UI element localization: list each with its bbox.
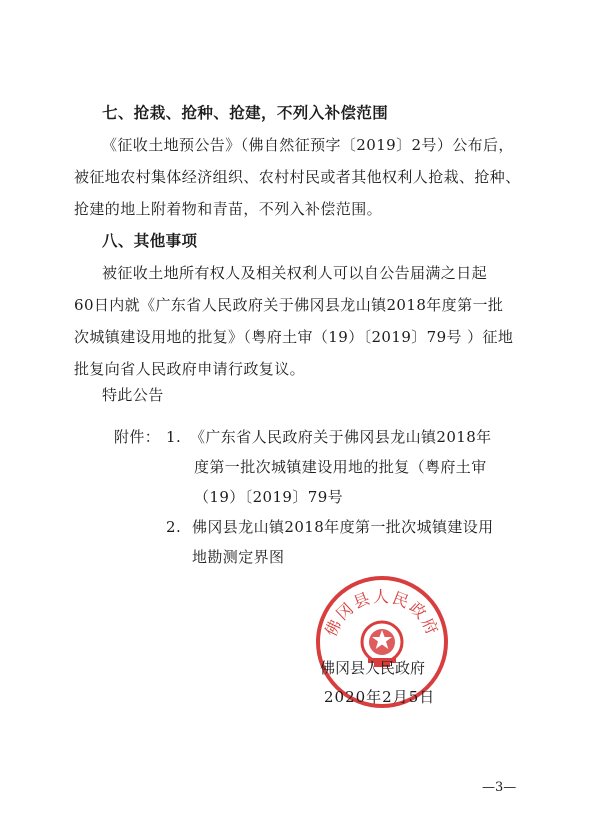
issuer-name: 佛冈县人民政府 bbox=[320, 659, 426, 677]
seal-text: 佛冈县人民政府 bbox=[321, 587, 443, 640]
section-7-heading: 七、抢栽、抢种、抢建，不列入补偿范围 bbox=[102, 103, 389, 122]
attachment-2-line-2: 地勘测定界图 bbox=[192, 548, 285, 566]
section-7-line-2: 被征地农村集体经济组织、农村村民或者其他权利人抢栽、抢种、 bbox=[74, 168, 521, 186]
attachment-2-line-1: 佛冈县龙山镇2018年度第一批次城镇建设用 bbox=[192, 518, 494, 536]
section-8-heading: 八、其他事项 bbox=[102, 231, 198, 250]
section-7-line-3: 抢建的地上附着物和青苗，不列入补偿范围。 bbox=[74, 200, 383, 218]
page-number: —3— bbox=[482, 780, 517, 795]
attachment-2-number: 2. bbox=[166, 518, 182, 536]
section-8-line-3: 次城镇建设用地的批复》（粤府土审（19）〔2019〕79号 ）征地 bbox=[74, 328, 514, 346]
attachment-1-line-1: 《广东省人民政府关于佛冈县龙山镇2018年 bbox=[190, 428, 492, 446]
attachment-1-number: 1. bbox=[166, 428, 182, 446]
attachment-1-line-2: 度第一批次城镇建设用地的批复（粤府土审 bbox=[194, 458, 487, 476]
section-7-line-1: 《征收土地预公告》（佛自然征预字〔2019〕2号）公布后， bbox=[102, 136, 514, 154]
section-8-line-1: 被征收土地所有权人及相关权利人可以自公告届满之日起 bbox=[102, 264, 488, 282]
section-8-line-4: 批复向省人民政府申请行政复议。 bbox=[74, 360, 306, 378]
issue-date: 2020年2月5日 bbox=[324, 688, 436, 706]
attachments-label: 附件： bbox=[114, 428, 161, 446]
section-8-line-2: 60日内就《广东省人民政府关于佛冈县龙山镇2018年度第一批 bbox=[74, 296, 504, 314]
closing-statement: 特此公告 bbox=[102, 386, 164, 404]
attachment-1-line-3: （19）〔2019〕79号 bbox=[194, 488, 344, 506]
